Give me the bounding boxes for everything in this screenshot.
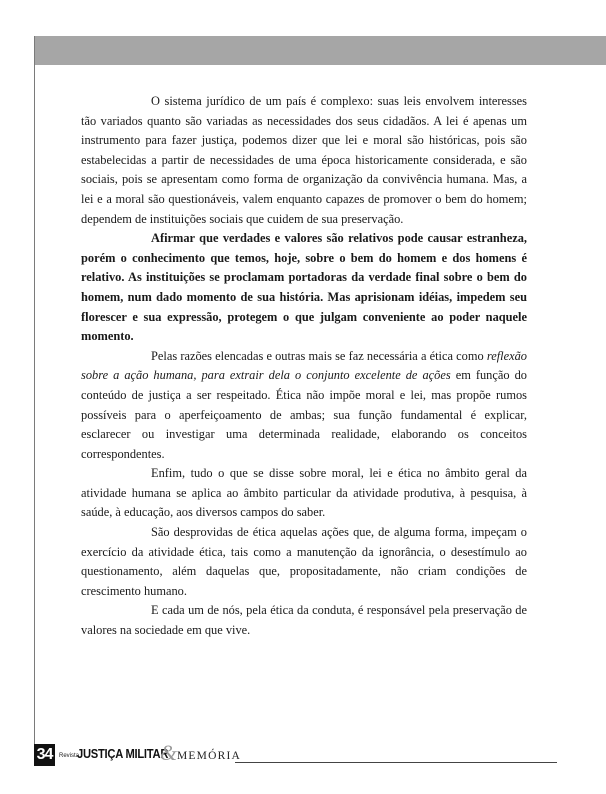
paragraph-5 [81, 523, 527, 601]
header-bar [34, 36, 606, 65]
paragraph-6: E cada um de nós, pela ética da conduta, é responsável pela preservação de valores na sociedade em que vive. [81, 603, 527, 638]
paragraph-3-italic: reflexão sobre a ação humana, para extrair dela o conjunto excelente de ações [81, 348, 527, 383]
paragraph-4: Enfim, tudo o que se disse sobre moral, lei e ética no âmbito geral da atividade humana se aplica ao âmbito particular da atividade produtiva, à pesquisa, à saúde, à educação, aos diversos campos do saber. [81, 466, 527, 520]
paragraph-1: O sistema jurídico de um país é complexo: suas leis envolvem interesses tão variados quanto são variadas as necessidades dos seus cidadãos. A lei é apenas um instrumento para fazer justiça, podemos dizer que lei e moral são históricas, pois são estabelecidas a partir de necessidades de uma época historicamente considerada, e são sociais, pois se apresentam como forma de organização da convivência humana. Mas, a lei e a moral são questionáveis, valem enquanto capazes de promover o bem do homem; dependem de instituições sociais que cuidem de sua preservação. [81, 94, 527, 226]
paragraph-3-start: Pelas razões elencadas e outras mais se faz necessária a ética como [151, 348, 487, 363]
paragraph-2-bold: Afirmar que verdades e valores são relativos pode causar estranheza, porém o conhecimento que temos, hoje, sobre o bem do homem e dos homens é relativo. As instituições se proclamam portadoras da verdade final sobre o bem do homem, num dado momento de sua história. Mas aprisionam idéias, impedem seu florescer e sua expressão, protegem o que julgam conveniente ao poder naquele momento. [81, 231, 527, 344]
footer-divider [235, 762, 557, 763]
page-footer [34, 740, 606, 766]
paragraph-3 [81, 347, 527, 465]
paragraph-5-text: São desprovidas de ética aquelas ações que, de alguma forma, impeçam o exercício da atividade ética, tais como a manutenção da ignorância, o desestímulo ao questionamento, além daquelas que, propositadamente, não criam condições de crescimento humano. [81, 525, 527, 598]
journal-subtitle: MEMÓRIA [177, 750, 241, 762]
page-frame-rule [34, 36, 35, 748]
journal-title: JUSTIÇA MILITAR [77, 746, 169, 761]
paragraph-3-end: em função do conteúdo de justiça a ser respeitado. Ética não impõe moral e lei, mas propõe rumos possíveis para o aperfeiçoamento de ambas; sua função fundamental é explicar, esclarecer ou investigar uma determinada realidade, elaborando os conceitos correspondentes. [81, 368, 527, 461]
journal-ampersand: & [160, 740, 178, 765]
article-body [81, 92, 527, 641]
page-number: 34 [34, 744, 55, 766]
journal-label: Revista [59, 753, 80, 759]
